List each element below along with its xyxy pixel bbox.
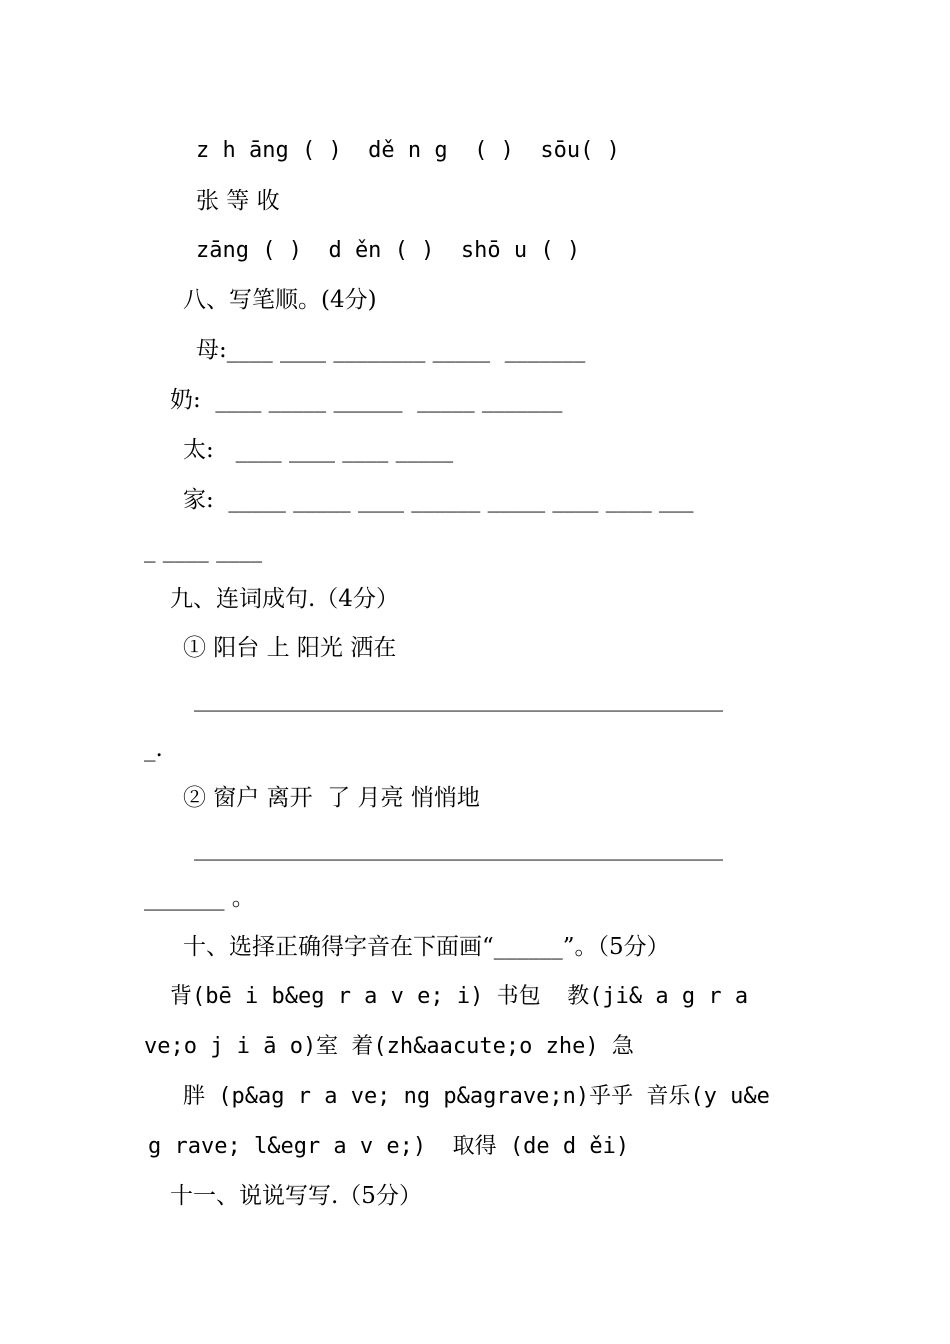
pinyin-line-1: z h āng ( ) dě n g ( ) sōu( ) (196, 138, 620, 163)
stroke-line-nai: 奶: ____ _____ ______ _____ _______ (170, 387, 563, 413)
pronunciation-line-2: ve;o j i ā o)室 着(zh&aacute;o zhe) 急 (144, 1034, 634, 1059)
sentence-2-words: ② 窗户 离开 了 月亮 悄悄地 (183, 785, 480, 811)
section-8-title: 八、写笔顺。(4分) (183, 287, 377, 313)
sentence-2-answer-line: ______________________________________________ (194, 835, 723, 861)
pinyin-line-2: zāng ( ) d ěn ( ) shō u ( ) (196, 238, 581, 263)
section-11-title: 十一、说说写写.（5分） (170, 1183, 422, 1209)
pronunciation-line-4: g rave; l&egr a v e;) 取得 (de d ěi) (148, 1134, 630, 1159)
sentence-1-answer-end: _. (144, 736, 163, 762)
stroke-line-tai: 太: ____ ____ ____ _____ (183, 437, 454, 463)
sentence-2-answer-end: _______ 。 (144, 885, 255, 911)
section-9-title: 九、连词成句.（4分） (170, 586, 399, 612)
stroke-line-jia: 家: _____ _____ ____ ______ _____ ____ ____ ___ (183, 487, 694, 513)
stroke-line-jia-cont: _ ____ ____ (144, 537, 263, 563)
section-10-title: 十、选择正确得字音在下面画“______”。（5分） (183, 934, 670, 960)
pronunciation-line-3: 胖 (p&ag r a ve; ng p&agrave;n)乎乎 音乐(y u&e (183, 1084, 770, 1109)
sentence-1-answer-line: ______________________________________________ (194, 686, 723, 712)
chars-line: 张 等 收 (196, 188, 280, 214)
stroke-line-mu: 母:____ ____ ________ _____ _______ (196, 337, 586, 363)
sentence-1-words: ① 阳台 上 阳光 洒在 (183, 635, 397, 661)
pronunciation-line-1: 背(bē i b&eg r a v e; i) 书包 教(ji& a g r a (170, 984, 749, 1009)
